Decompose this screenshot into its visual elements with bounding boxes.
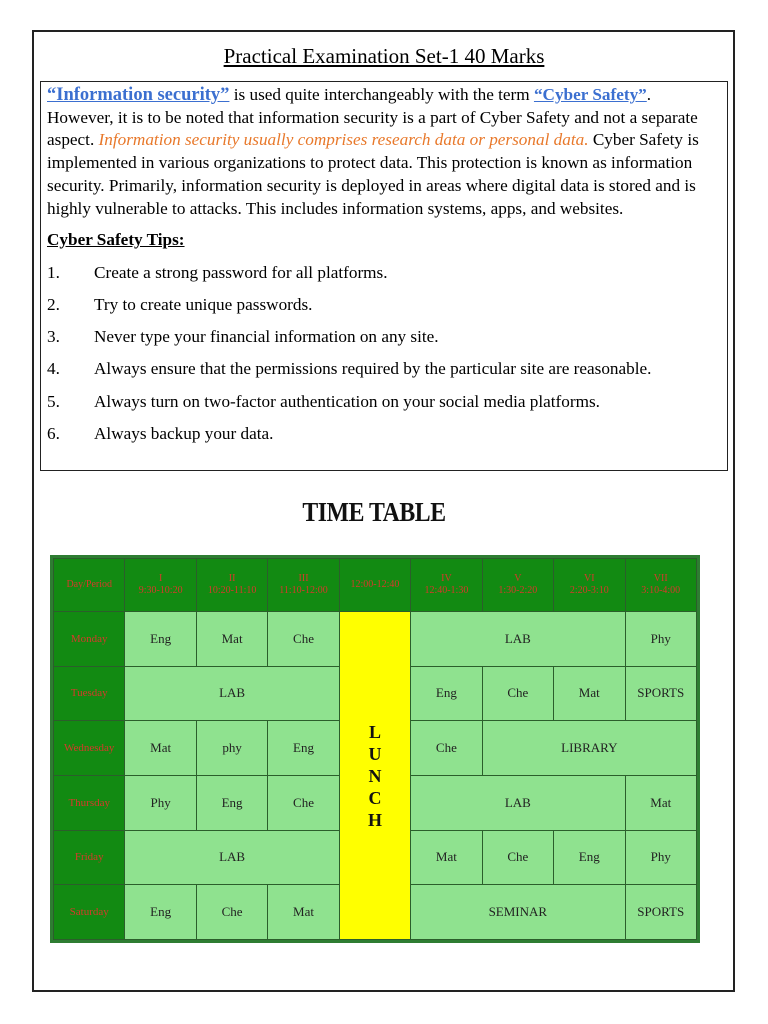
day-label: Thursday xyxy=(54,775,125,830)
table-cell: LAB xyxy=(125,830,339,885)
table-cell: Eng xyxy=(125,885,196,940)
table-cell: LAB xyxy=(411,612,625,667)
term-cyber-safety: “Cyber Safety” xyxy=(533,85,647,104)
tip-number: 1. xyxy=(47,262,60,282)
tip-text: Always turn on two-factor authentication on your social media platforms. xyxy=(94,391,600,411)
period-time: 9:30-10:20 xyxy=(138,585,183,596)
period-time: 12:00-12:40 xyxy=(350,579,400,590)
table-cell: Eng xyxy=(554,830,625,885)
tip-number: 6. xyxy=(47,424,60,443)
table-cell: phy xyxy=(196,721,267,776)
intro-paragraph xyxy=(47,84,721,220)
period-number: I xyxy=(158,573,163,584)
day-label: Friday xyxy=(54,830,125,885)
table-cell: LAB xyxy=(411,775,625,830)
intro-text-2: . However, it is to be noted that information security is a part of Cyber Safety and not a separate aspect. xyxy=(47,85,698,150)
period-time: 2:20-3:10 xyxy=(569,585,609,596)
tip-number: 3. xyxy=(47,327,60,347)
day-label: Tuesday xyxy=(54,666,125,721)
table-cell: LAB xyxy=(125,666,339,721)
period-time: 1:30-2:20 xyxy=(498,585,538,596)
table-cell: Che xyxy=(196,885,267,940)
tip-text: Always backup your data. xyxy=(94,424,274,443)
table-cell: Mat xyxy=(554,666,625,721)
table-cell: Phy xyxy=(625,830,697,885)
table-cell: LIBRARY xyxy=(482,721,696,776)
tip-text: Create a strong password for all platforms. xyxy=(94,262,388,282)
day-label: Wednesday xyxy=(54,721,125,776)
table-cell: SPORTS xyxy=(625,885,697,940)
period-number: VI xyxy=(584,573,595,584)
table-cell: Mat xyxy=(268,885,339,940)
term-information-security: “Information security” xyxy=(47,85,230,105)
page-title-text: Practical Examination Set-1 40 Marks xyxy=(223,44,545,68)
table-cell: Phy xyxy=(625,612,697,667)
period-time: 10:20-11:10 xyxy=(207,585,257,596)
period-header xyxy=(482,559,553,612)
period-header xyxy=(625,559,697,612)
period-header xyxy=(339,559,410,612)
table-cell: SEMINAR xyxy=(411,885,625,940)
table-cell: Che xyxy=(411,721,482,776)
table-cell: Eng xyxy=(196,775,267,830)
page-title xyxy=(0,44,768,69)
table-cell: SPORTS xyxy=(625,666,697,721)
list-item xyxy=(47,391,721,413)
period-number: VII xyxy=(653,573,668,584)
table-row xyxy=(54,612,697,667)
timetable-header-row xyxy=(54,559,697,612)
tips-list xyxy=(47,262,721,445)
list-item xyxy=(47,326,721,348)
period-header xyxy=(411,559,482,612)
info-box xyxy=(40,81,728,471)
period-header xyxy=(196,559,267,612)
lunch-cell xyxy=(339,612,410,940)
tips-heading: Cyber Safety Tips: xyxy=(47,230,185,250)
table-cell: Eng xyxy=(125,612,196,667)
tip-number: 2. xyxy=(47,294,60,314)
tip-text: Try to create unique passwords. xyxy=(94,294,313,314)
period-header xyxy=(125,559,196,612)
period-time: 11:10-12:00 xyxy=(279,585,328,596)
lunch-letter: C xyxy=(368,787,382,808)
timetable-grid xyxy=(53,558,697,940)
list-item xyxy=(47,294,721,316)
lunch-letter: L xyxy=(368,721,381,742)
intro-text-1: is used quite interchangeably with the term xyxy=(229,85,534,104)
intro-highlight: Information security usually comprises research data or personal data. xyxy=(98,130,589,150)
list-item xyxy=(47,358,721,380)
day-label: Saturday xyxy=(54,885,125,940)
lunch-letter: H xyxy=(367,809,382,830)
table-cell: Che xyxy=(268,775,339,830)
table-cell: Mat xyxy=(625,775,697,830)
list-item xyxy=(47,262,721,284)
intro-text-3: Cyber Safety is implemented in various organizations to protect data. This protection is known as information security. Primarily, information security is deployed in areas where digital data is stored and is highly vulnerable to attacks. This includes information systems, apps, and websites. xyxy=(47,130,699,218)
period-header xyxy=(268,559,339,612)
lunch-letter: N xyxy=(368,765,382,786)
timetable-title: TIME TABLE xyxy=(302,497,446,527)
timetable xyxy=(50,555,700,943)
table-cell: Che xyxy=(268,612,339,667)
table-cell: Mat xyxy=(196,612,267,667)
table-cell: Che xyxy=(482,830,553,885)
table-cell: Che xyxy=(482,666,553,721)
period-time: 12:40-1:30 xyxy=(424,585,469,596)
period-number: II xyxy=(228,573,236,584)
table-cell: Mat xyxy=(411,830,482,885)
tip-text: Never type your financial information on any site. xyxy=(94,327,439,347)
tip-number: 5. xyxy=(47,391,60,411)
lunch-letter: U xyxy=(368,743,382,764)
table-cell: Eng xyxy=(268,721,339,776)
table-cell: Mat xyxy=(125,721,196,776)
table-cell: Eng xyxy=(411,666,482,721)
period-time: 3:10-4:00 xyxy=(641,585,681,596)
table-cell: Phy xyxy=(125,775,196,830)
tip-text: Always ensure that the permissions required by the particular site are reasonable. xyxy=(94,359,652,379)
tip-number: 4. xyxy=(47,359,60,379)
period-number: V xyxy=(514,573,522,584)
period-number: III xyxy=(298,573,309,584)
day-label: Monday xyxy=(54,612,125,667)
period-number: IV xyxy=(441,573,452,584)
period-header xyxy=(554,559,625,612)
list-item xyxy=(47,423,721,445)
corner-cell: Day/Period xyxy=(54,559,125,612)
